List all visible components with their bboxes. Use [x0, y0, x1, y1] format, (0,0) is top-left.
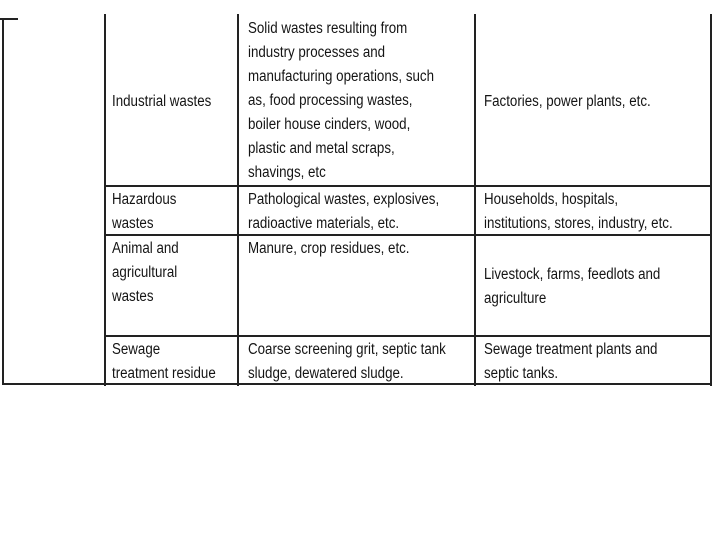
cell-line: Factories, power plants, etc.	[484, 93, 651, 110]
cell-line: Solid wastes resulting from	[248, 20, 408, 37]
cell-line: Industrial wastes	[112, 93, 212, 110]
cell-line: boiler house cinders, wood,	[248, 116, 411, 133]
waste-type-cell	[112, 188, 176, 236]
cell-line: wastes	[112, 215, 154, 232]
waste-type-cell	[112, 338, 216, 386]
column-divider-2	[237, 14, 239, 386]
cell-line: Sewage treatment plants and	[484, 341, 658, 358]
cell-line: Hazardous	[112, 191, 177, 208]
cell-line: Livestock, farms, feedlots and	[484, 266, 661, 283]
row-divider-3	[104, 335, 712, 337]
column-divider-3	[474, 14, 476, 386]
cell-line: Animal and	[112, 240, 179, 257]
row-divider-1	[104, 185, 712, 187]
cell-line: wastes	[112, 288, 154, 305]
sources-cell	[484, 263, 660, 311]
cell-line: Sewage	[112, 341, 161, 358]
sources-cell	[484, 338, 657, 386]
column-divider-1	[104, 14, 106, 386]
table-right-border	[710, 14, 712, 386]
cell-line: radioactive materials, etc.	[248, 215, 400, 232]
cell-line: agricultural	[112, 264, 178, 281]
description-cell	[248, 188, 439, 236]
cell-line: plastic and metal scraps,	[248, 140, 395, 157]
cell-line: Manure, crop residues, etc.	[248, 240, 410, 257]
cell-line: septic tanks.	[484, 365, 559, 382]
waste-type-cell	[112, 237, 179, 309]
cell-line: as, food processing wastes,	[248, 92, 413, 109]
cell-line: shavings, etc	[248, 164, 326, 181]
cell-line: institutions, stores, industry, etc.	[484, 215, 673, 232]
cell-line: treatment residue	[112, 365, 216, 382]
cell-line: Coarse screening grit, septic tank	[248, 341, 446, 358]
sources-cell	[484, 188, 673, 236]
cell-line: sludge, dewatered sludge.	[248, 365, 404, 382]
description-cell	[248, 237, 410, 261]
cell-line: industry processes and	[248, 44, 386, 61]
top-tick	[0, 18, 18, 20]
cell-line: Households, hospitals,	[484, 191, 619, 208]
waste-type-cell	[112, 90, 211, 114]
cell-line: agriculture	[484, 290, 547, 307]
table-left-border	[2, 18, 4, 384]
description-cell	[248, 17, 434, 185]
description-cell	[248, 338, 446, 386]
sources-cell	[484, 90, 651, 114]
cell-line: manufacturing operations, such	[248, 68, 435, 85]
cell-line: Pathological wastes, explosives,	[248, 191, 440, 208]
